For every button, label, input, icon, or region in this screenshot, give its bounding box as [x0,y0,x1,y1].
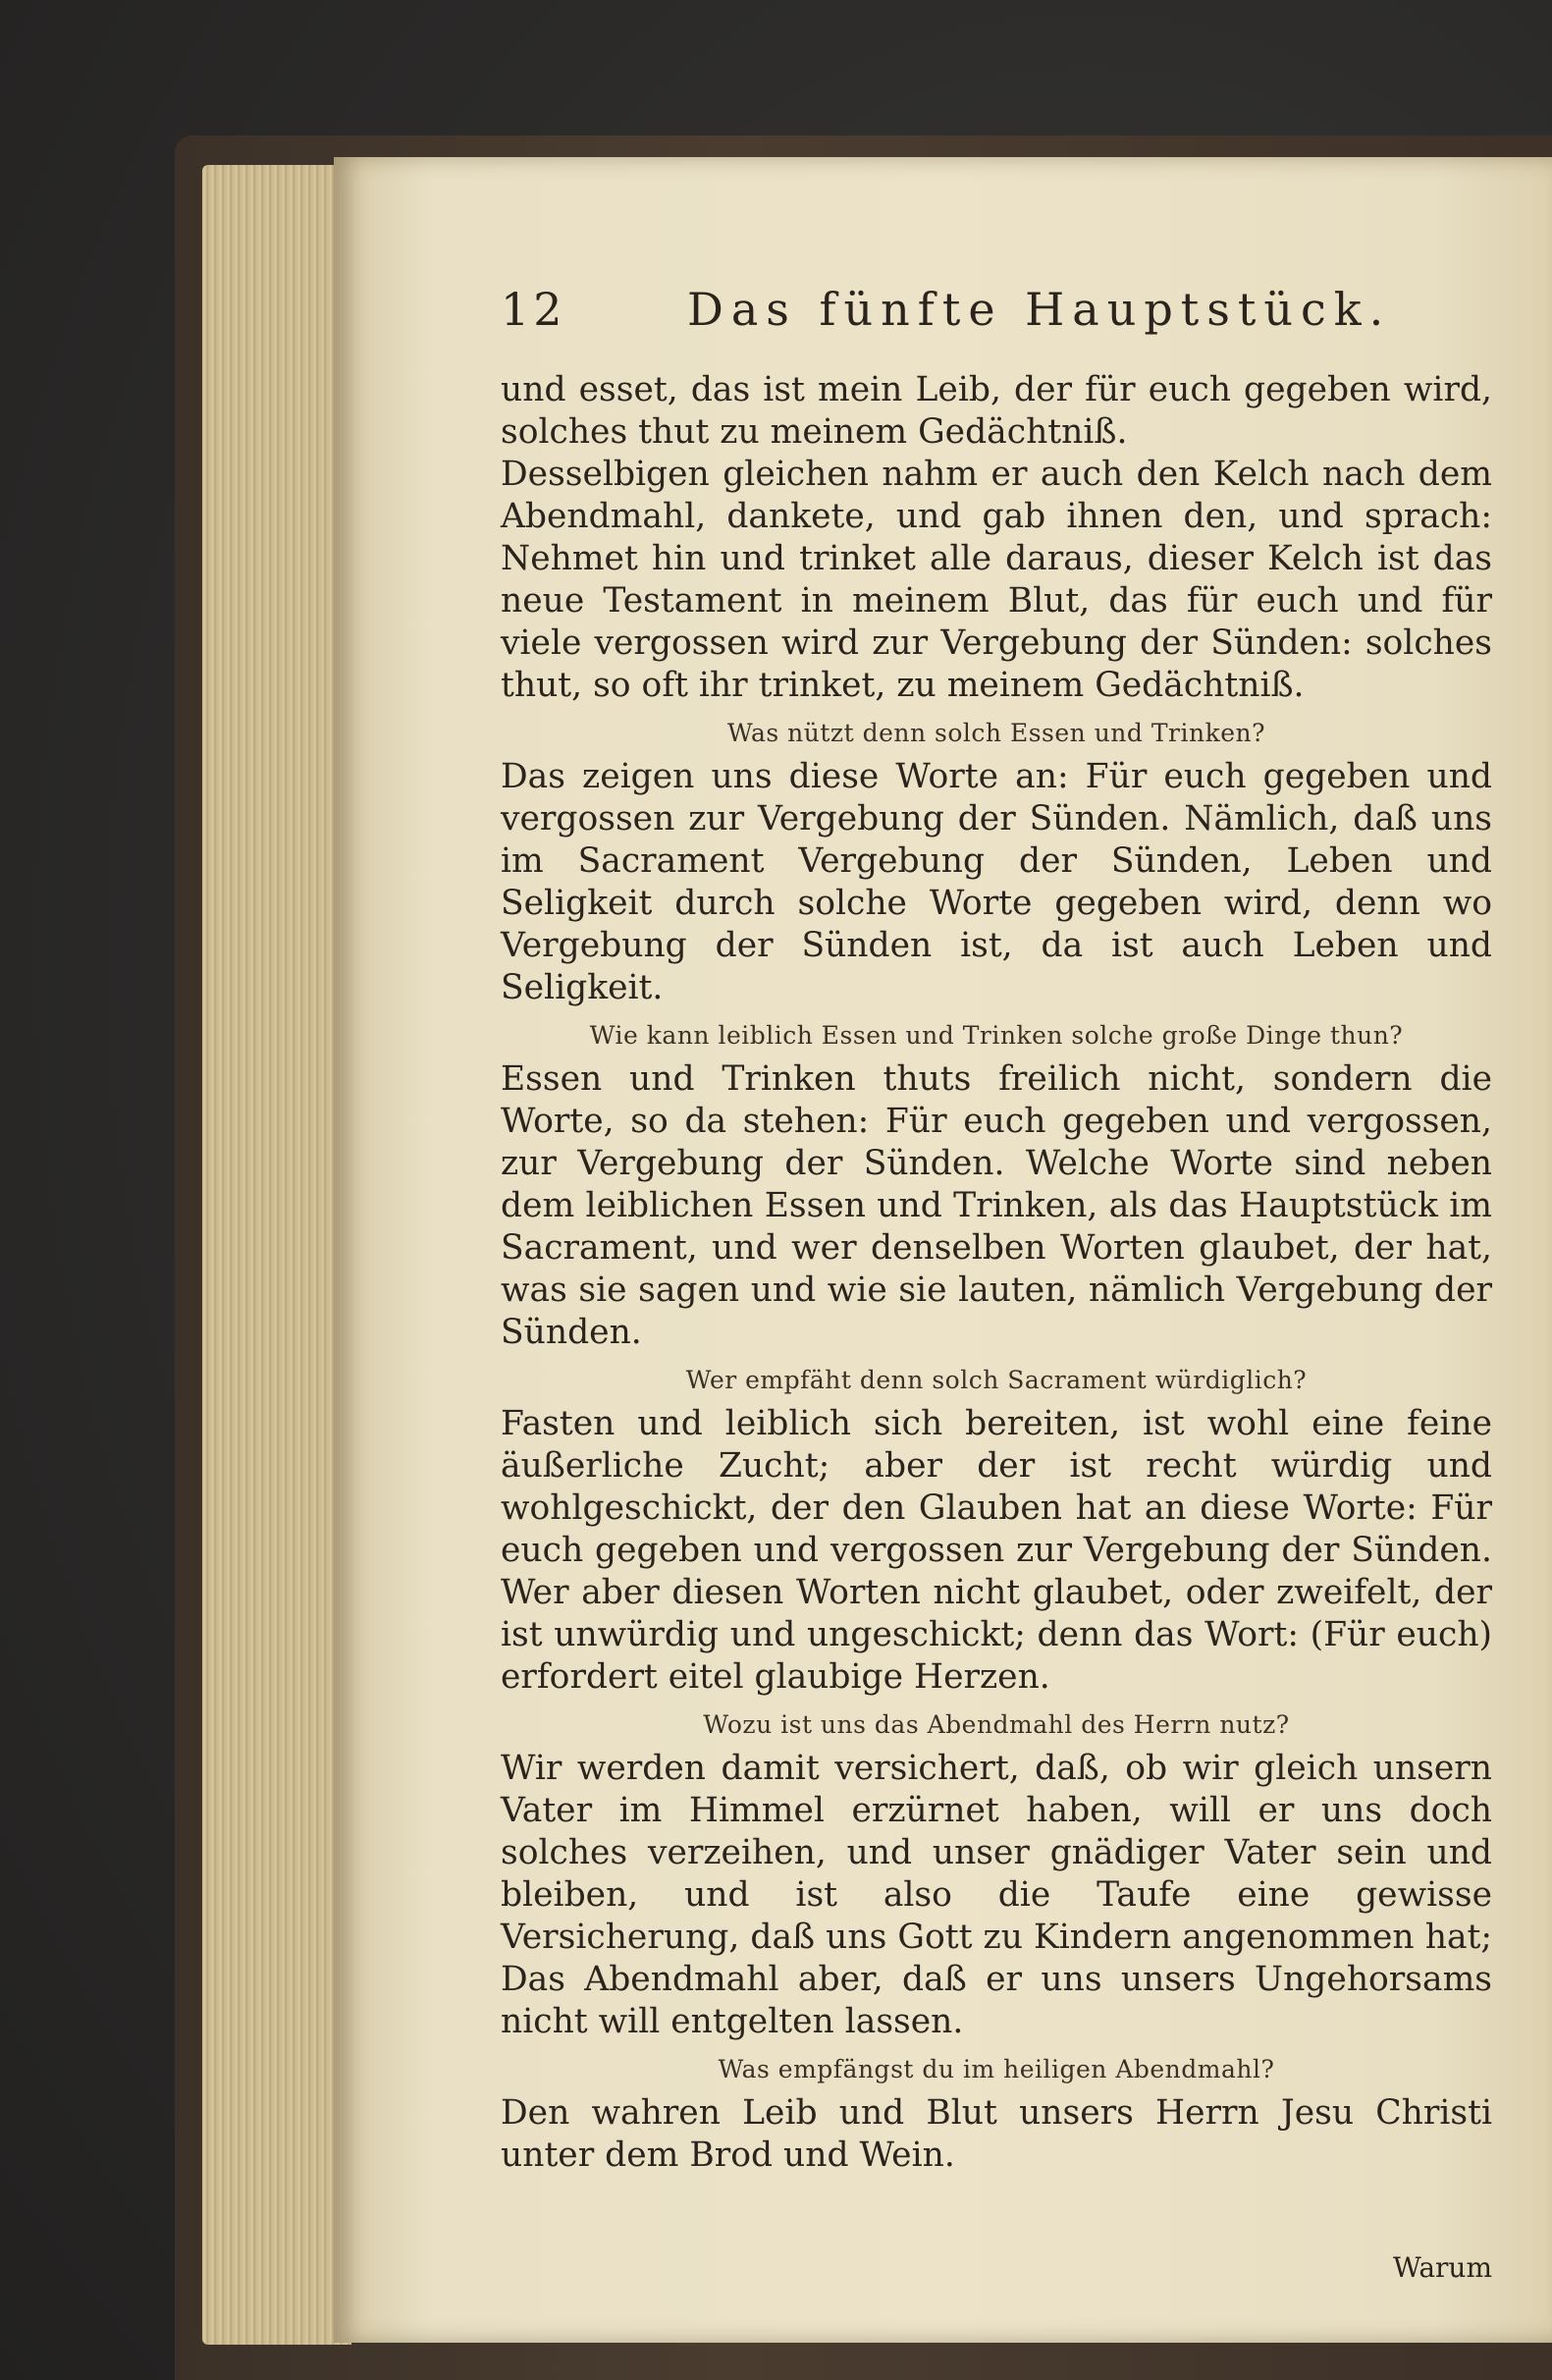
body-text [501,369,1492,2177]
running-title: Das fünfte Hauptstück. [687,283,1392,336]
page-header [501,283,1492,352]
page-content [501,283,1492,2305]
paragraph: Den wahren Leib und Blut unsers Herrn Jesu Christi unter dem Brod und Wein. [501,2093,1492,2175]
catechism-question: Was nützt denn solch Essen und Trinken? [726,719,1266,747]
catechism-question: Wer empfäht denn solch Sacrament würdiglich? [685,1366,1308,1394]
book-page [334,157,1552,2343]
catechism-question: Wozu ist uns das Abendmahl des Herrn nutz? [703,1710,1290,1739]
catechism-question: Was empfängst du im heiligen Abendmahl? [718,2055,1275,2083]
catchword: Warum [1392,2251,1492,2284]
paragraph: Das zeigen uns diese Worte an: Für euch gegeben und vergossen zur Vergebung der Sünden. Nämlich, daß uns im Sacrament Vergebung der Sünden, Leben und Seligkeit durch solche Worte gegeben wird, denn wo Vergebung der Sünden ist, da ist auch Leben und Seligkeit. [501,757,1492,1007]
page-number: 12 [501,283,566,336]
page-edges [202,165,351,2345]
paragraph: Essen und Trinken thuts freilich nicht, sondern die Worte, so da stehen: Für euch gegeben und vergossen, zur Vergebung der Sünden. Welche Worte sind neben dem leiblichen Essen und Trinken, als das Hauptstück im Sacrament, und wer denselben Worten glaubet, der hat, was sie sagen und wie sie lauten, nämlich Vergebung der Sünden. [501,1059,1492,1352]
paragraph: Desselbigen gleichen nahm er auch den Kelch nach dem Abendmahl, dankete, und gab ihnen den, und sprach: Nehmet hin und trinket alle daraus, dieser Kelch ist das neue Testament in meinem Blut, das für euch und für viele vergossen wird zur Vergebung der Sünden: solches thut, so oft ihr trinket, zu meinem Gedächtniß. [501,455,1492,705]
catechism-question: Wie kann leiblich Essen und Trinken solche große Dinge thun? [589,1021,1404,1050]
paragraph: Wir werden damit versichert, daß, ob wir gleich unsern Vater im Himmel erzürnet haben, will er uns doch solches verzeihen, und unser gnädiger Vater sein und bleiben, und ist also die Taufe eine gewisse Versicherung, daß uns Gott zu Kindern angenommen hat; Das Abendmahl aber, daß er uns unsers Ungehorsams nicht will entgelten lassen. [501,1749,1492,2041]
paragraph: und esset, das ist mein Leib, der für euch gegeben wird, solches thut zu meinem Gedächtniß. [501,370,1492,452]
paragraph: Fasten und leiblich sich bereiten, ist wohl eine feine äußerliche Zucht; aber der ist recht würdig und wohlgeschickt, der den Glauben hat an diese Worte: Für euch gegeben und vergossen zur Vergebung der Sünden. Wer aber diesen Worten nicht glaubet, oder zweifelt, der ist unwürdig und ungeschickt; denn das Wort: (Für euch) erfordert eitel glaubige Herzen. [501,1404,1492,1697]
